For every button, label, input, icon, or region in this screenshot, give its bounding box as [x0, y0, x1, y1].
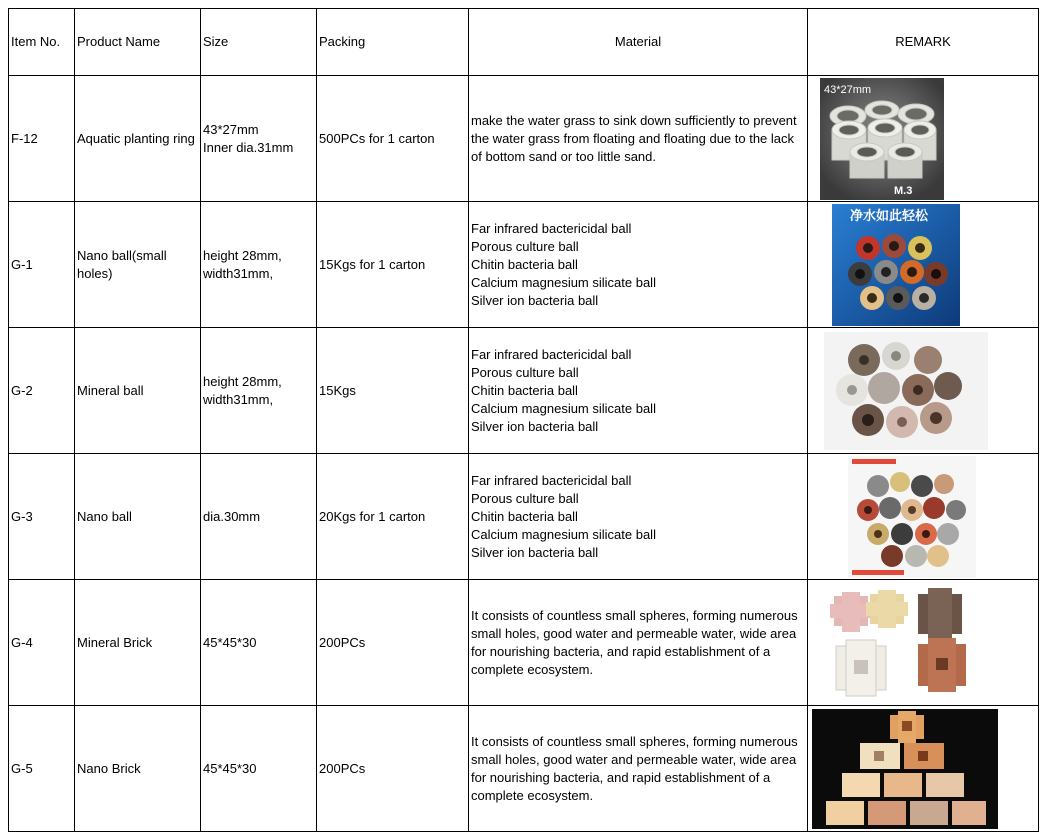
mineral-bricks-picture: [824, 584, 984, 702]
remark-cell: [808, 76, 1039, 202]
product-image-mineral-balls: [824, 332, 988, 450]
product-name-cell: Nano ball: [75, 454, 201, 580]
size-line: 45*45*30: [203, 634, 257, 650]
image-label: 43*27mm: [824, 83, 872, 96]
product-image-nano-bricks: [812, 709, 998, 829]
size-cell: [201, 580, 317, 706]
header-size: Size: [201, 9, 317, 76]
header-row: [9, 9, 1039, 76]
material-line: Porous culture ball: [471, 238, 579, 254]
product-image-mineral-bricks: [824, 584, 984, 702]
size-line: dia.30mm: [203, 508, 261, 524]
material-line: Silver ion bacteria ball: [471, 418, 599, 434]
size-cell: [201, 454, 317, 580]
size-line: 45*45*30: [203, 760, 257, 776]
item-no-cell: G-5: [9, 706, 75, 832]
table-row: [9, 76, 1039, 202]
header-material: Material: [469, 9, 808, 76]
material-line: Silver ion bacteria ball: [471, 292, 599, 308]
item-no-cell: G-1: [9, 202, 75, 328]
material-line: Far infrared bactericidal ball: [471, 346, 632, 362]
material-line: It consists of countless small spheres, forming numerous small holes, good water and permeable water, wide area for nourishing bacteria, and rapid establishment of a complete ecosystem.: [471, 733, 798, 803]
material-line: Far infrared bactericidal ball: [471, 472, 632, 488]
image-label: M.3: [894, 184, 913, 197]
product-name-cell: Mineral ball: [75, 328, 201, 454]
material-line: make the water grass to sink down sufficiently to prevent the water grass from floating and floating due to the lack of bottom sand or too little sand.: [471, 112, 797, 164]
material-line: Chitin bacteria ball: [471, 256, 578, 272]
material-cell: [469, 76, 808, 202]
image-label: 净水如此轻松: [850, 208, 929, 224]
packing-cell: 15Kgs: [317, 328, 469, 454]
size-cell: [201, 202, 317, 328]
size-line: width31mm,: [203, 391, 274, 407]
table-row: [9, 328, 1039, 454]
product-name-cell: Nano Brick: [75, 706, 201, 832]
material-line: Far infrared bactericidal ball: [471, 220, 632, 236]
size-line: height 28mm,: [203, 247, 282, 263]
table-row: [9, 580, 1039, 706]
size-cell: [201, 76, 317, 202]
material-cell: [469, 580, 808, 706]
remark-cell: [808, 454, 1039, 580]
packing-cell: 15Kgs for 1 carton: [317, 202, 469, 328]
size-line: height 28mm,: [203, 373, 282, 389]
nano-balls-mixed-picture: [848, 456, 976, 578]
item-no-cell: G-3: [9, 454, 75, 580]
product-image-planting-rings: [820, 78, 944, 200]
material-line: Calcium magnesium silicate ball: [471, 400, 656, 416]
header-item-no: Item No.: [9, 9, 75, 76]
table-row: [9, 202, 1039, 328]
product-image-nano-balls-mixed: [848, 456, 976, 578]
material-line: Porous culture ball: [471, 364, 579, 380]
material-cell: [469, 328, 808, 454]
packing-cell: 500PCs for 1 carton: [317, 76, 469, 202]
header-product-name: Product Name: [75, 9, 201, 76]
remark-cell: [808, 328, 1039, 454]
product-name-cell: Nano ball(small holes): [75, 202, 201, 328]
mineral-balls-picture: [824, 332, 988, 450]
remark-cell: [808, 202, 1039, 328]
item-no-cell: G-2: [9, 328, 75, 454]
size-line: 43*27mm: [203, 121, 259, 137]
item-no-cell: G-4: [9, 580, 75, 706]
material-line: Porous culture ball: [471, 490, 579, 506]
table-row: [9, 706, 1039, 832]
material-cell: [469, 706, 808, 832]
material-line: It consists of countless small spheres, forming numerous small holes, good water and permeable water, wide area for nourishing bacteria, and rapid establishment of a complete ecosystem.: [471, 607, 798, 677]
product-name-cell: Mineral Brick: [75, 580, 201, 706]
remark-cell: [808, 706, 1039, 832]
size-line: Inner dia.31mm: [203, 139, 294, 155]
remark-cell: [808, 580, 1039, 706]
material-line: Calcium magnesium silicate ball: [471, 526, 656, 542]
material-cell: [469, 202, 808, 328]
header-packing: Packing: [317, 9, 469, 76]
material-line: Calcium magnesium silicate ball: [471, 274, 656, 290]
product-name-cell: Aquatic planting ring: [75, 76, 201, 202]
packing-cell: 20Kgs for 1 carton: [317, 454, 469, 580]
nano-bricks-picture: [812, 709, 998, 829]
size-cell: [201, 706, 317, 832]
size-line: width31mm,: [203, 265, 274, 281]
header-remark: REMARK: [808, 9, 1039, 76]
size-cell: [201, 328, 317, 454]
material-line: Chitin bacteria ball: [471, 508, 578, 524]
product-table: [8, 8, 1039, 832]
material-line: Chitin bacteria ball: [471, 382, 578, 398]
material-cell: [469, 454, 808, 580]
product-image-nano-balls-blue: [832, 204, 960, 326]
table-row: [9, 454, 1039, 580]
packing-cell: 200PCs: [317, 580, 469, 706]
material-line: Silver ion bacteria ball: [471, 544, 599, 560]
packing-cell: 200PCs: [317, 706, 469, 832]
item-no-cell: F-12: [9, 76, 75, 202]
